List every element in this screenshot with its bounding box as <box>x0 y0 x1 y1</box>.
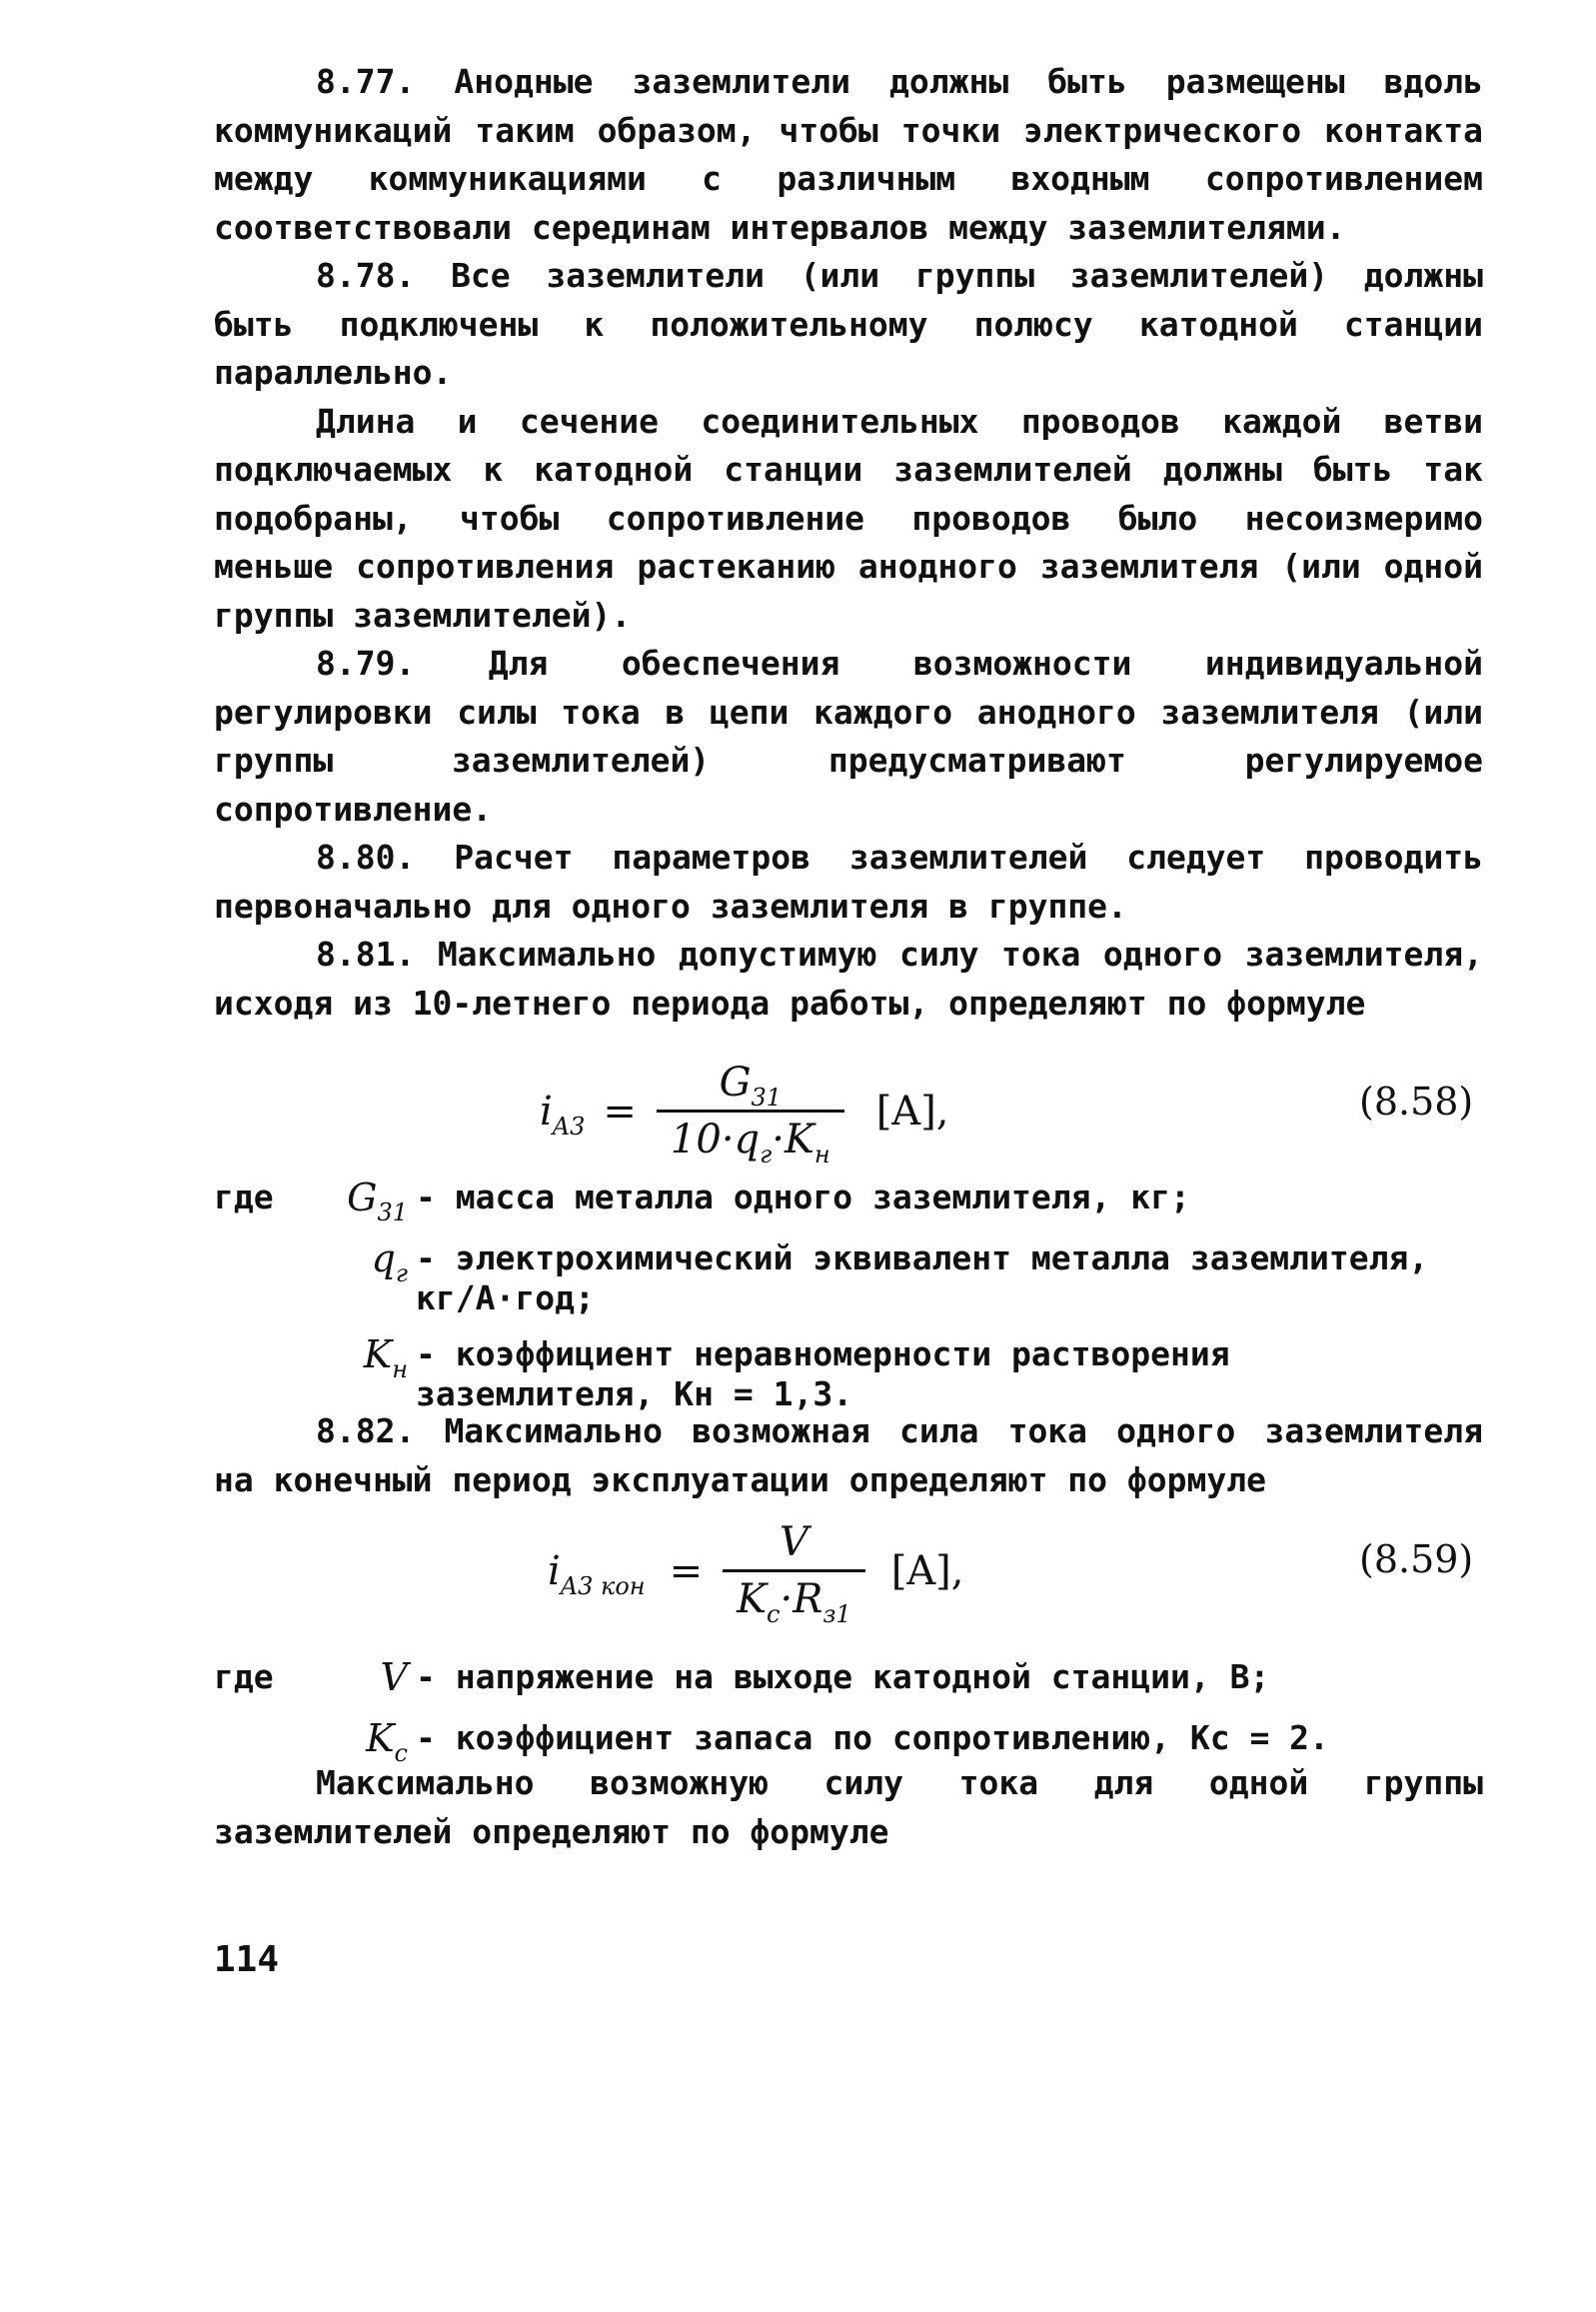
where-row <box>214 1175 1483 1226</box>
formula-lhs: $i_{A3}$ <box>540 1088 586 1141</box>
equation-number-8-58: (8.58) <box>1359 1080 1474 1124</box>
formula-unit: [A], <box>890 1547 964 1594</box>
formula-8-59 <box>548 1519 964 1628</box>
symbol: $G_{31}$ <box>347 1175 408 1226</box>
fraction-numerator: V <box>779 1519 808 1565</box>
symbol: $K_н$ <box>363 1332 408 1383</box>
text-block-1 <box>214 58 1483 1028</box>
formula-8-58 <box>540 1060 949 1168</box>
where-row <box>214 1657 1483 1702</box>
formula-lhs: $i_{A3 кон}$ <box>548 1547 646 1600</box>
paragraph-group-current: Максимально возможную силу тока для одной группы заземлителей определяют по формуле <box>214 1763 1483 1851</box>
paragraph-8-80: 8.80. Расчет параметров заземлителей следует проводить первоначально для одного заземлителя в группе. <box>214 838 1483 926</box>
where-row <box>214 1334 1483 1414</box>
paragraph-8-79: 8.79. Для обеспечения возможности индивидуальной регулировки силы тока в цепи каждого анодного заземлителя (или группы заземлителей) предусматривают регулируемое сопротивление. <box>214 644 1483 829</box>
text-block-3 <box>214 1759 1483 1856</box>
equals-sign: = <box>603 1088 637 1135</box>
formula-unit: [A], <box>875 1088 949 1135</box>
paragraph-8-81: 8.81. Максимально допустимую силу тока одного заземлителя, исходя из 10-летнего периода работы, определяют по формуле <box>214 935 1483 1023</box>
formula-fraction <box>723 1519 865 1628</box>
formula-fraction <box>657 1060 844 1168</box>
where-list-8-58 <box>214 1177 1483 1430</box>
where-row <box>214 1716 1483 1767</box>
page-number: 114 <box>214 1939 280 1980</box>
symbol-description: - коэффициент неравномерности растворения заземлителя, Kн = 1,3. <box>416 1334 1230 1413</box>
symbol-description: - коэффициент запаса по сопротивлению, Kc = 2. <box>416 1718 1329 1757</box>
symbol-description: - напряжение на выходе катодной станции, В; <box>416 1657 1270 1696</box>
fraction-numerator: $G_{31}$ <box>719 1060 783 1112</box>
text-block-2 <box>214 1407 1483 1504</box>
where-label: где <box>214 1177 274 1216</box>
equation-number-8-59: (8.59) <box>1359 1537 1474 1581</box>
where-label: где <box>214 1657 274 1696</box>
fraction-denominator: $K_c\cdot R_{з1}$ <box>723 1569 865 1622</box>
where-row <box>214 1238 1483 1318</box>
paragraph-8-77: 8.77. Анодные заземлители должны быть размещены вдоль коммуникаций таким образом, чтобы точки электрического контакта между коммуникациями с различным входным сопротивлением соответствовали серединам интервалов между заземлителями. <box>214 62 1483 247</box>
symbol: $q_г$ <box>371 1236 408 1287</box>
symbol-description: - электрохимический эквивалент металла заземлителя, кг/А·год; <box>416 1238 1429 1317</box>
symbol: $K_c$ <box>366 1716 408 1767</box>
fraction-denominator: $10\cdot q_г\cdot K_н$ <box>657 1110 844 1162</box>
symbol-description: - масса металла одного заземлителя, кг; <box>416 1177 1190 1216</box>
paragraph-wire-length: Длина и сечение соединительных проводов каждой ветви подключаемых к катодной станции заземлителей должны быть так подобраны, чтобы сопротивление проводов было несоизмеримо меньше сопротивления растеканию анодного заземлителя (или одной группы заземлителей). <box>214 401 1483 635</box>
equals-sign: = <box>669 1547 704 1594</box>
paragraph-8-82: 8.82. Максимально возможная сила тока одного заземлителя на конечный период эксплуатации определяют по формуле <box>214 1411 1483 1499</box>
symbol: V <box>380 1655 408 1699</box>
paragraph-8-78: 8.78. Все заземлители (или группы заземлителей) должны быть подключены к положительному полюсу катодной станции параллельно. <box>214 256 1483 392</box>
